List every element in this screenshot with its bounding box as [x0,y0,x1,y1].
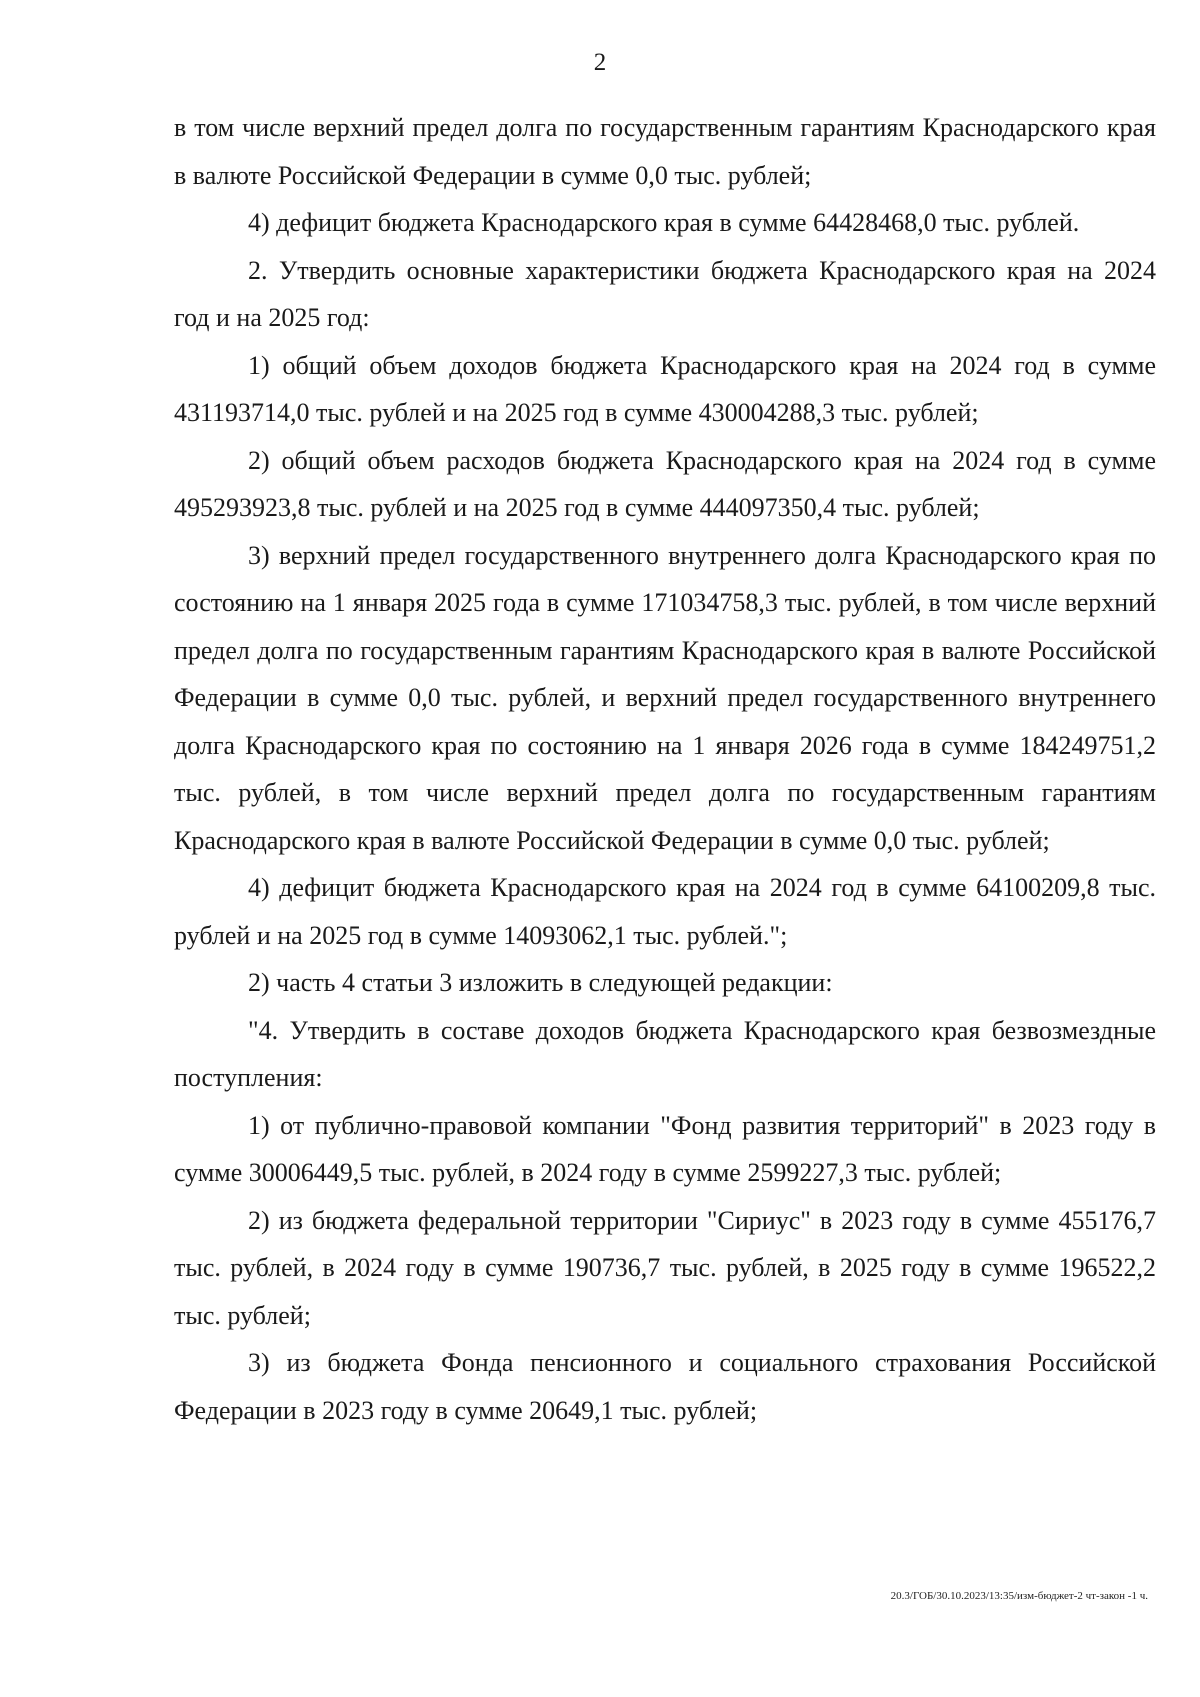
paragraph-expenditure: 2) общий объем расходов бюджета Краснодарского края на 2024 год в сумме 495293923,8 тыс. рублей и на 2025 год в сумме 444097350,4 тыс. рублей; [174,445,1156,522]
document-stamp: 20.3/ГОБ/30.10.2023/13:35/изм-бюджет-2 чт-закон -1 ч. [890,1590,1148,1602]
paragraph-deficit-2024-2025: 4) дефицит бюджета Краснодарского края на 2024 год в сумме 64100209,8 тыс. рублей и на 2025 год в сумме 14093062,1 тыс. рублей."; [174,873,1156,950]
paragraph-item-2-heading: 2. Утвердить основные характеристики бюджета Краснодарского края на 2024 год и на 2025 год: [174,255,1156,332]
paragraph-sirius: 2) из бюджета федеральной территории "Сириус" в 2023 году в сумме 455176,7 тыс. рублей, в 2024 году в сумме 190736,7 тыс. рублей, в 2025 году в сумме 196522,2 тыс. рублей; [174,1205,1156,1330]
paragraph-revenue: 1) общий объем доходов бюджета Краснодарского края на 2024 год в сумме 431193714,0 тыс. рублей и на 2025 год в сумме 430004288,3 тыс. рублей; [174,350,1156,427]
paragraph-deficit-2023: 4) дефицит бюджета Краснодарского края в сумме 64428468,0 тыс. рублей. [248,208,1080,237]
paragraph-continuation: в том числе верхний предел долга по государственным гарантиям Краснодарского края в валюте Российской Федерации в сумме 0,0 тыс. рублей; [174,113,1156,190]
paragraph-pension-fund: 3) из бюджета Фонда пенсионного и социального страхования Российской Федерации в 2023 году в сумме 20649,1 тыс. рублей; [174,1348,1156,1425]
paragraph-gratuitous-receipts: "4. Утвердить в составе доходов бюджета Краснодарского края безвозмездные поступления: [174,1015,1156,1092]
document-body [174,104,1156,1434]
paragraph-part-4-article-3: 2) часть 4 статьи 3 изложить в следующей редакции: [248,968,833,997]
page-number: 2 [593,49,607,76]
paragraph-debt-limit: 3) верхний предел государственного внутреннего долга Краснодарского края по состоянию на 1 января 2025 года в сумме 171034758,3 тыс. рублей, в том числе верхний предел долга по государственным гарантиям Краснодарского края в валюте Российской Федерации в сумме 0,0 тыс. рублей, и верхний предел государственного внутреннего долга Краснодарского края по состоянию на 1 января 2026 года в сумме 184249751,2 тыс. рублей, в том числе верхний предел долга по государственным гарантиям Краснодарского края в валюте Российской Федерации в сумме 0,0 тыс. рублей; [174,540,1156,855]
paragraph-territory-fund: 1) от публично-правовой компании "Фонд развития территорий" в 2023 году в сумме 30006449,5 тыс. рублей, в 2024 году в сумме 2599227,3 тыс. рублей; [174,1110,1156,1187]
